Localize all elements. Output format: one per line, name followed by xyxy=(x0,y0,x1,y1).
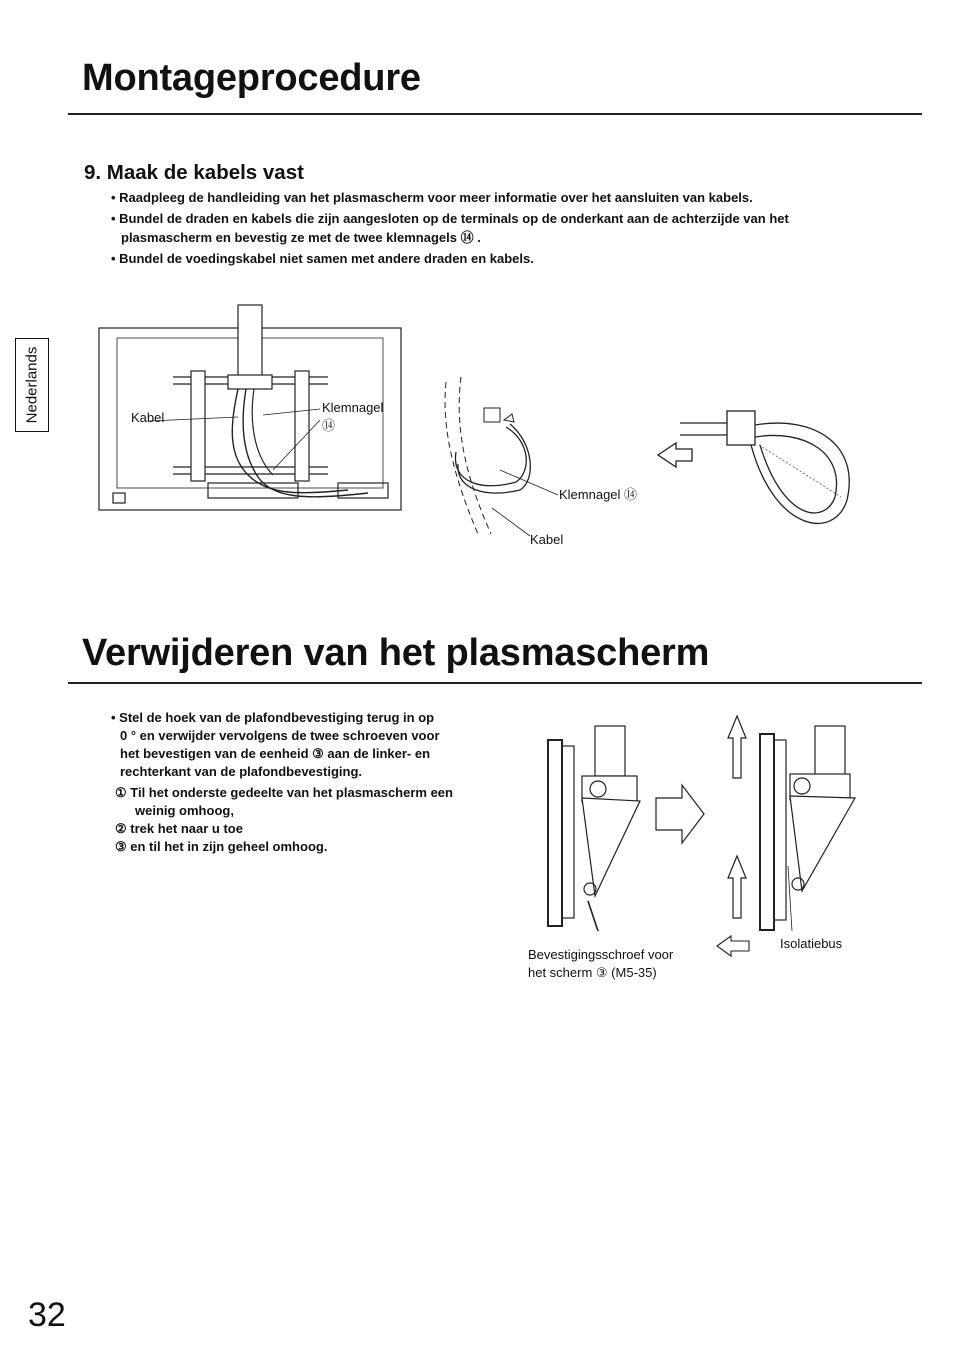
mount-before-figure xyxy=(540,726,645,941)
bullet-2-cont: plasmascherm en bevestig ze met de twee klemnagels ⑭ . xyxy=(121,230,481,245)
left-arrow xyxy=(716,935,750,957)
kabel-label-left: Kabel xyxy=(131,410,165,425)
klemnagel-number-left: ⑭ xyxy=(322,418,336,433)
s2-bullet-line-3: het bevestigen van de eenheid ③ aan de linker- en xyxy=(120,746,431,761)
page-title: Montageprocedure xyxy=(82,57,421,99)
kabel-label-mid: Kabel xyxy=(530,532,564,547)
mount-after-figure xyxy=(720,726,860,936)
language-tab-label: Nederlands xyxy=(23,346,41,424)
step-1: ① Til het onderste gedeelte van het plasmascherm een xyxy=(115,785,453,800)
cable-tie-figure xyxy=(655,405,860,540)
section2-title: Verwijderen van het plasmascherm xyxy=(82,632,710,674)
right-arrow xyxy=(655,784,705,844)
step-3: ③ en til het in zijn geheel omhoog. xyxy=(115,839,328,854)
s2-bullet-line-1: • Stel de hoek van de plafondbevestiging terug in op xyxy=(111,710,435,725)
step-1-cont: weinig omhoog, xyxy=(135,803,234,818)
screw-label-line1: Bevestigingsschroef voor xyxy=(528,947,674,962)
bullet-2: • Bundel de draden en kabels die zijn aangesloten op de terminals op de onderkant aan de achterzijde van het xyxy=(111,211,789,226)
isolatiebus-label: Isolatiebus xyxy=(780,936,843,951)
page-number: 32 xyxy=(28,1296,66,1334)
title-rule xyxy=(68,113,922,115)
bullet-1: • Raadpleeg de handleiding van het plasmascherm voor meer informatie over het aansluiten van kabels. xyxy=(111,190,753,205)
bullet-3: • Bundel de voedingskabel niet samen met andere draden en kabels. xyxy=(111,251,534,266)
klemnagel-label-mid: Klemnagel ⑭ xyxy=(559,487,638,502)
screw-label-line2: het scherm ③ (M5-35) xyxy=(528,965,657,980)
s2-bullet-line-2: 0 ° en verwijder vervolgens de twee schroeven voor xyxy=(120,728,440,743)
leader-lines-mid xyxy=(490,460,560,540)
klemnagel-label-left: Klemnagel xyxy=(322,400,384,415)
section2-rule xyxy=(68,682,922,684)
step-2: ② trek het naar u toe xyxy=(115,821,243,836)
language-tab xyxy=(15,338,49,432)
step-heading: 9. Maak de kabels vast xyxy=(84,161,304,184)
s2-bullet-line-4: rechterkant van de plafondbevestiging. xyxy=(120,764,362,779)
